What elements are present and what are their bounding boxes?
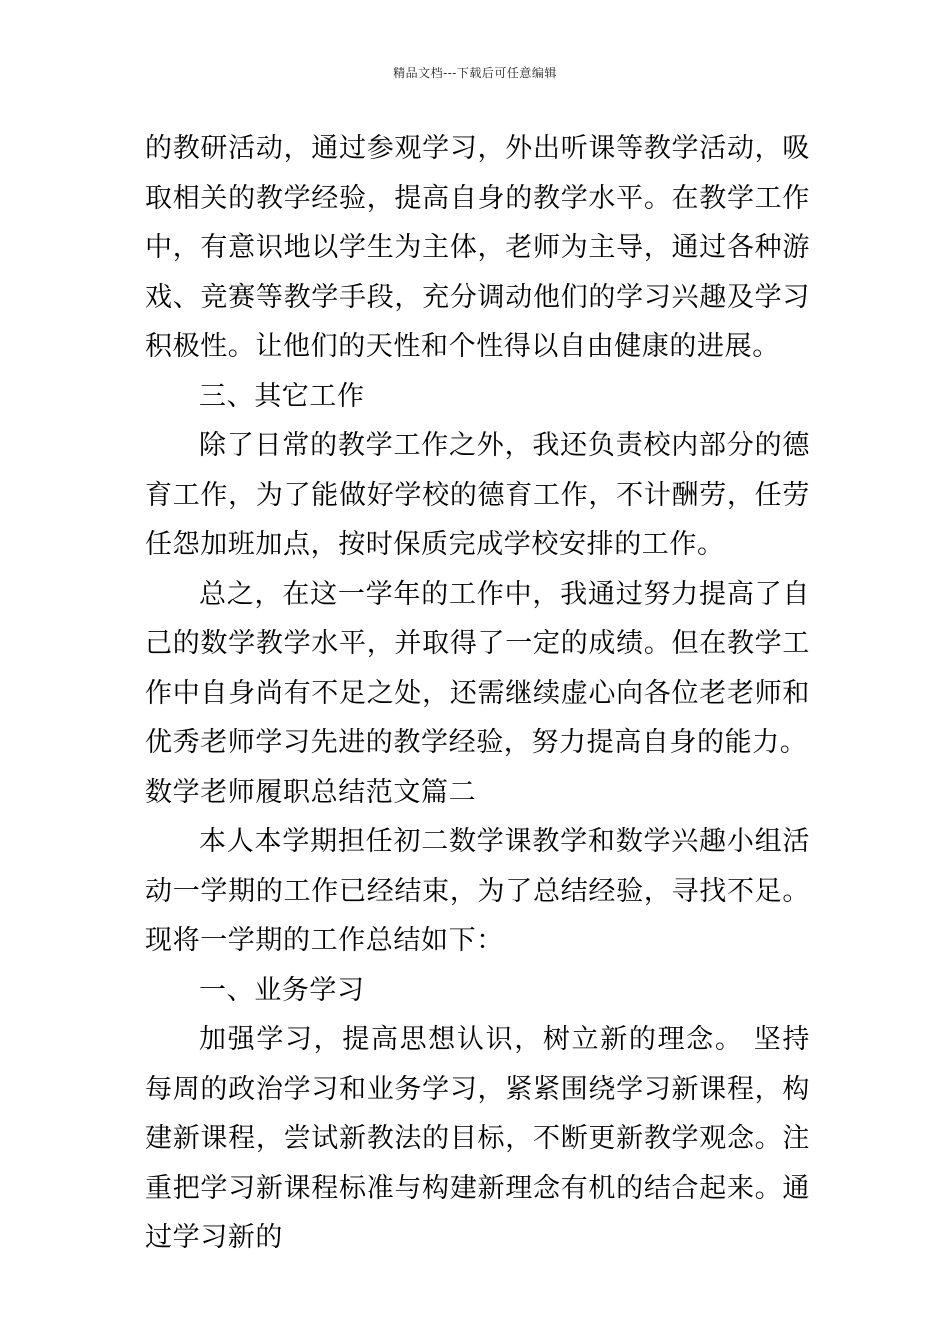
article-title: 数学老师履职总结范文篇二 [145, 776, 477, 808]
paragraph-moral-education: 除了日常的教学工作之外，我还负责校内部分的德育工作，为了能做好学校的德育工作，不计酬劳，任劳任怨加班加点，按时保质完成学校安排的工作。 [145, 430, 810, 560]
paragraph-study: 加强学习，提高思想认识，树立新的理念。 坚持每周的政治学习和业务学习，紧紧围绕学习新课程，构建新课程，尝试新教法的目标，不断更新教学观念。注重把学习新课程标准与构建新理念有机的结合起来。通过学习新的 [145, 1024, 810, 1253]
header-note: 精品文档---下载后可任意编辑 [393, 66, 557, 80]
paragraph-continued: 的教研活动，通过参观学习，外出听课等教学活动，吸取相关的教学经验，提高自身的教学水平。在教学工作中，有意识地以学生为主体，老师为主导，通过各种游戏、竞赛等教学手段，充分调动他们的学习兴趣及学习积极性。让他们的天性和个性得以自由健康的进展。 [145, 133, 810, 362]
paragraph-intro: 本人本学期担任初二数学课教学和数学兴趣小组活动一学期的工作已经结束，为了总结经验，寻找不足。现将一学期的工作总结如下： [145, 826, 810, 956]
section-heading-other-work: 三、其它工作 [199, 380, 365, 412]
section-heading-professional-study: 一、业务学习 [199, 974, 365, 1006]
document-body [145, 124, 810, 1263]
paragraph-conclusion: 总之，在这一学年的工作中，我通过努力提高了自己的数学教学水平，并取得了一定的成绩。但在教学工作中自身尚有不足之处，还需继续虚心向各位老老师和优秀老师学习先进的教学经验，努力提高自身的能力。 [145, 578, 810, 758]
